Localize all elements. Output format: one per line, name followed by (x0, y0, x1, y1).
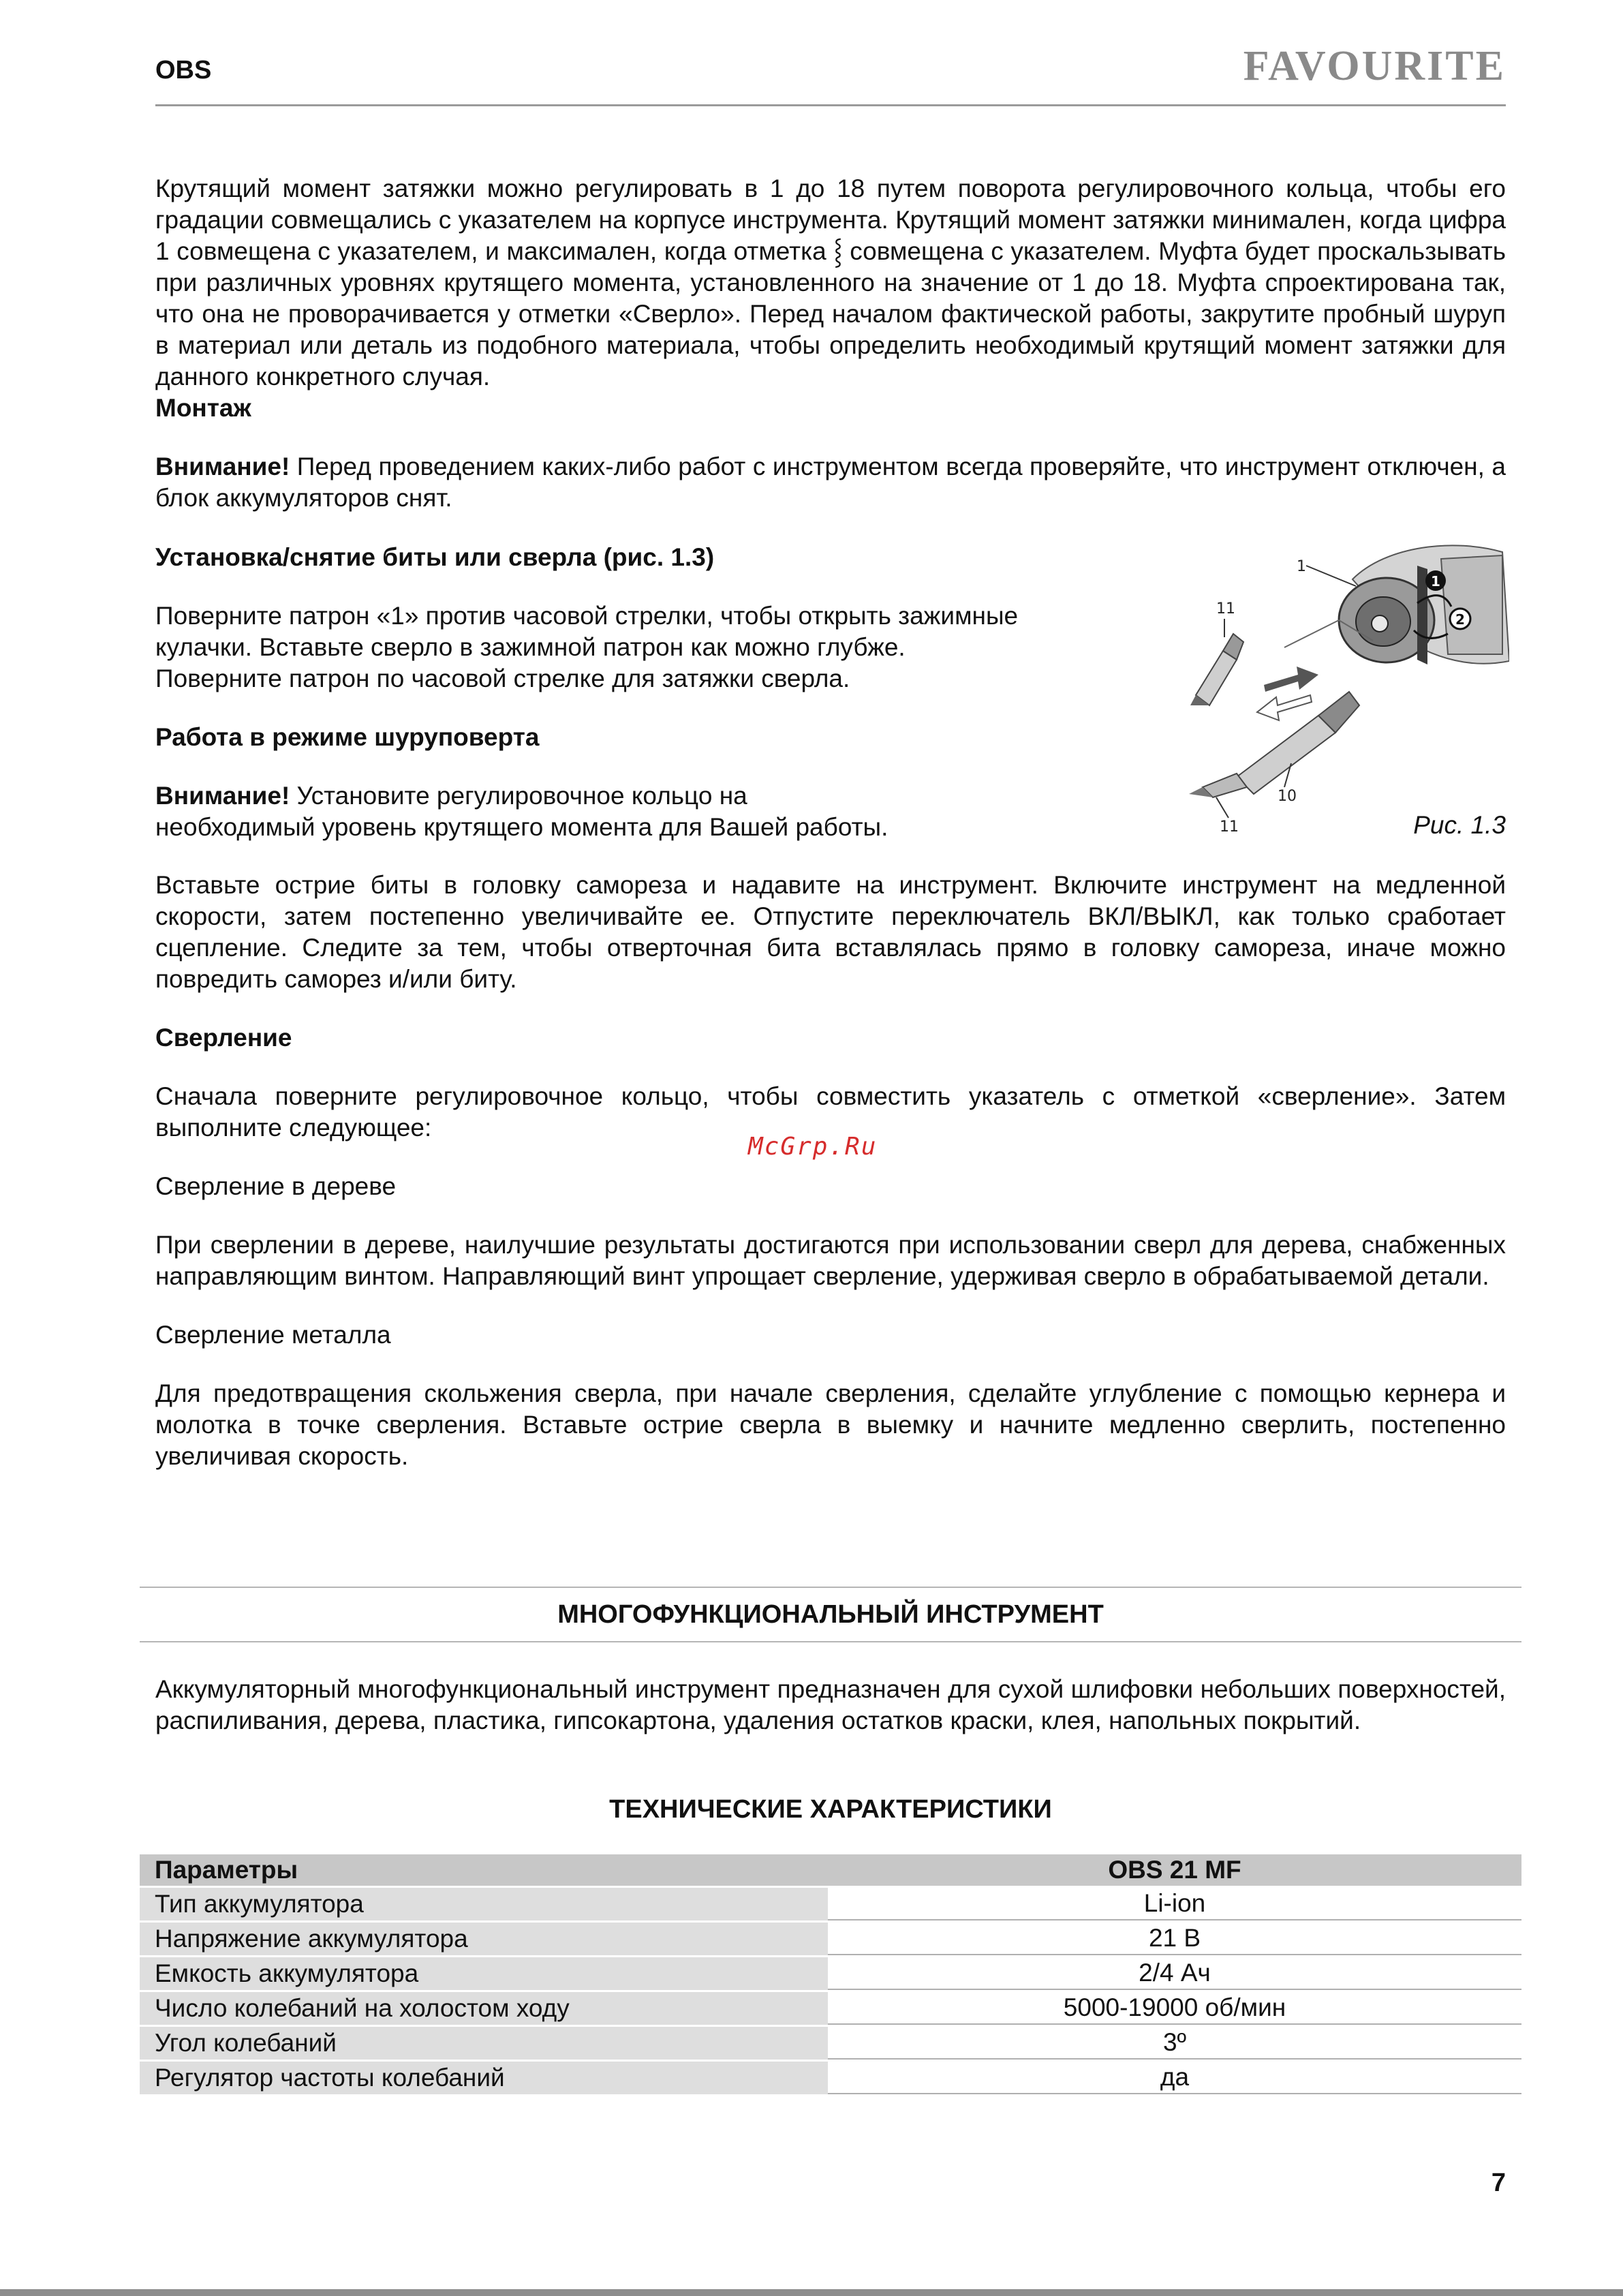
section-heading-band (140, 1587, 1521, 1642)
bit-line-2: кулачки. Вставьте сверло в зажимной патрон как можно глубже. (155, 633, 906, 661)
screwdriver-warning-line-2: необходимый уровень крутящего момента для Вашей работы. (155, 813, 888, 841)
body-top (155, 173, 1506, 514)
bit-line-3: Поверните патрон по часовой стрелке для затяжки сверла. (155, 664, 850, 692)
footer-bar (0, 2289, 1623, 2296)
table-row (140, 2027, 1521, 2060)
figure-caption: Рис. 1.3 (1413, 811, 1506, 839)
part-callouts (1216, 558, 1356, 836)
callout-2-circle: 2 (1455, 611, 1465, 628)
body-middle (155, 870, 1506, 1472)
table-row (140, 2062, 1521, 2094)
callout-11-top: 11 (1216, 600, 1235, 617)
bit-section (155, 542, 1191, 843)
value-cell: 3º (828, 2027, 1521, 2060)
param-cell: Емкость аккумулятора (140, 1957, 828, 1990)
value-cell: 2/4 Ач (828, 1957, 1521, 1990)
param-cell: Напряжение аккумулятора (140, 1923, 828, 1955)
chuck-illustration (1339, 545, 1509, 664)
wood-drilling-heading: Сверление в дереве (155, 1172, 397, 1200)
param-cell: Тип аккумулятора (140, 1888, 828, 1920)
col-header-param: Параметры (140, 1854, 828, 1886)
specs-table (140, 1852, 1521, 2096)
table-row (140, 1992, 1521, 2025)
metal-drilling-paragraph: Для предотвращения скольжения сверла, при начале сверления, сделайте углубление с помощью кернера и молотка в точке сверления. Вставьте острие сверла в выемку и начните медленно сверлить, постепенно увеличивая скорость. (155, 1379, 1506, 1470)
screwdriver-warning-line-1 (155, 780, 1191, 812)
screwdriver-heading: Работа в режиме шуруповерта (155, 723, 540, 751)
watermark-link[interactable]: McGrp.Ru (748, 1133, 878, 1161)
callout-1: 1 (1297, 558, 1306, 575)
specs-title: ТЕХНИЧЕСКИЕ ХАРАКТЕРИСТИКИ (609, 1795, 1052, 1824)
metal-drilling-heading: Сверление металла (155, 1321, 391, 1349)
mount-warning (155, 451, 1506, 514)
warning-text: Установите регулировочное кольцо на (290, 782, 747, 810)
figure-drill-chuck (1182, 538, 1509, 838)
drilling-intro: Сначала поверните регулировочное кольцо, чтобы совместить указатель с отметкой «сверление». Затем выполните следующее: (155, 1082, 1506, 1142)
drilling-heading: Сверление (155, 1024, 292, 1052)
callout-1-circle: 1 (1431, 573, 1440, 590)
param-cell: Угол колебаний (140, 2027, 828, 2060)
bit-line-1: Поверните патрон «1» против часовой стрелки, чтобы открыть зажимные (155, 602, 1019, 630)
multitool-heading: МНОГОФУНКЦИОНАЛЬНЫЙ ИНСТРУМЕНТ (557, 1599, 1104, 1629)
specs-header-row (140, 1854, 1521, 1886)
table-row (140, 1888, 1521, 1920)
wood-drilling-paragraph: При сверлении в дереве, наилучшие результаты достигаются при использовании сверл для дерева, снабженных направляющим винтом. Направляющий винт упрощает сверление, удерживая сверло в обрабатываемой детали. (155, 1231, 1506, 1290)
warning-label: Внимание! (155, 782, 290, 810)
warning-label: Внимание! (155, 453, 290, 480)
value-cell: да (828, 2062, 1521, 2094)
callout-10: 10 (1278, 788, 1297, 805)
warning-text: Перед проведением каких-либо работ с инструментом всегда проверяйте, что инструмент отключен, а блок аккумуляторов снят. (155, 453, 1506, 512)
multitool-paragraph: Аккумуляторный многофункциональный инструмент предназначен для сухой шлифовки небольших поверхностей, распиливания, дерева, пластика, гипсокартона, удаления остатков краски, клея, напольных покрытий. (155, 1675, 1506, 1734)
header-divider (155, 104, 1506, 106)
param-cell: Регулятор частоты колебаний (140, 2062, 828, 2094)
param-cell: Число колебаний на холостом ходу (140, 1992, 828, 2025)
torque-paragraph: Крутящий момент затяжки можно регулировать в 1 до 18 путем поворота регулировочного кольца, чтобы его градации совмещались с указателем на корпусе инструмента. Крутящий момент затяжки минимален, когда цифра 1 совмещена с указателем, и максимален, когда отметка ⸾ совмещена с указателем. Муфта будет проскальзывать при различных уровнях крутящего момента, установленного на значение от 1 до 18. Муфта спроектирована так, что она не проворачивается у отметки «Сверло». Перед началом фактической работы, закрутите пробный шуруп в материал или деталь из подобного материала, чтобы определить необходимый крутящий момент затяжки для данного конкретного случая. (155, 174, 1506, 391)
table-row (140, 1923, 1521, 1955)
value-cell: Li-ion (828, 1888, 1521, 1920)
screwdriver-paragraph: Вставьте острие биты в головку самореза и надавите на инструмент. Включите инструмент на медленной скорости, затем постепенно увеличивайте ее. Отпустите переключатель ВКЛ/ВЫКЛ, как только сработает сцепление. Следите за тем, чтобы отверточная бита вставлялась прямо в головку самореза, иначе можно повредить саморез и/или биту. (155, 871, 1506, 993)
callout-11-bottom: 11 (1220, 818, 1239, 836)
brand-logo: FAVOURITE (1243, 43, 1506, 89)
screwdriver-bit (1190, 634, 1243, 705)
bit-heading: Установка/снятие биты или сверла (рис. 1.3) (155, 543, 715, 571)
value-cell: 21 В (828, 1923, 1521, 1955)
col-header-model: OBS 21 MF (828, 1854, 1521, 1886)
mount-heading: Монтаж (155, 394, 251, 422)
page-number: 7 (1491, 2169, 1506, 2197)
table-row (140, 1957, 1521, 1990)
value-cell: 5000-19000 об/мин (828, 1992, 1521, 2025)
header-section-label: OBS (155, 56, 212, 85)
